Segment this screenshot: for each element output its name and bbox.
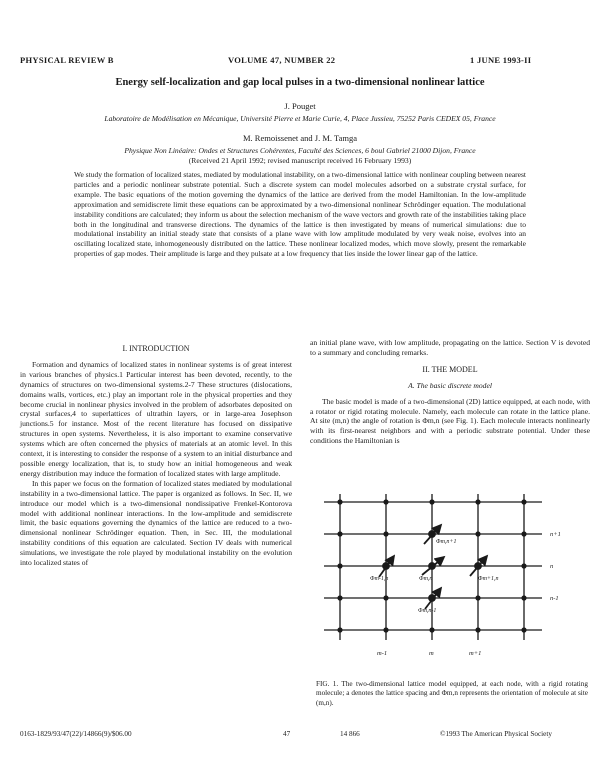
node-label: Φm+1,n [478, 576, 499, 582]
footer-volume: 47 [283, 730, 291, 738]
intro-continuation: an initial plane wave, with low amplitude, propagating on the lattice. Section V is devoted to a summary and concluding remarks. [310, 338, 590, 357]
affiliation-1: Laboratoire de Modélisation en Mécanique, Université Pierre et Marie Curie, 4, Place Jussieu, 75252 Paris CEDEX 05, France [104, 114, 496, 123]
footer-page: 14 866 [340, 730, 360, 738]
intro-paragraph-2: In this paper we focus on the formation of localized states mediated by modulational instability in a two-dimensional lattice. The paper is organized as follows. In Sec. II, we introduce our model which is a two-dimensional nondissipative Frenkel-Kontorova model with additional nonlinear interactions. In the low-amplitude and semidiscrete limit, the basic equations governing the dynamics of the lattice are reduced to a two-dimensional nonlinear Schrödinger equation. Then, in Sec. III, the modulational instability conditions of this equation are calculated. Section IV deals with numerical simulations, we investigate the role played by modulational instability on the evolution into localized states of [20, 478, 292, 568]
section-introduction-heading: I. INTRODUCTION [122, 344, 190, 353]
volume-number: VOLUME 47, NUMBER 22 [228, 55, 336, 65]
intro-paragraph-1: Formation and dynamics of localized states in nonlinear systems is of great interest in various branches of physics.1 Particular interest has been devoted, recently, to the dynamics of structures on two-dimensional systems.2-7 These structures (dislocations, domains walls, vortices, etc.) play an important role in the physical properties and they become crucial in nonlinear physics involved in the problem of adsorbates deposited on crystal surfaces,4 to superlattices of ultrathin layers, or in large-area Josephson junctions.5 for instance. Most of the recent literature has focused on dissipative structures in open systems. Nevertheless, it is also important to examine conservative systems which are often concerned the physics of materials at an atomic level. In this context, it is interesting to consider the response of a system to an initial disturbance and possible energy localization, that is, to study how an initial homogeneous and weak energy distribution may induce the formation of localized states with large amplitude. [20, 359, 292, 478]
left-column [20, 338, 292, 568]
figure-1-lattice [310, 492, 590, 674]
journal-name: PHYSICAL REVIEW B [20, 55, 114, 65]
column-label: m-1 [377, 650, 388, 657]
figure-1-caption: FIG. 1. The two-dimensional lattice model equipped, at each node, with a rigid rotating molecule; a denotes the lattice spacing and Φm,n represents the orientation of molecule at site (m,n). [316, 680, 588, 707]
affiliation-2: Physique Non Linéaire: Ondes et Structures Cohérentes, Faculté des Sciences, 6 boul Gabriel 21000 Dijon, France [124, 146, 476, 155]
received-date: (Received 21 April 1992; revised manuscript received 16 February 1993) [188, 156, 412, 165]
footer-copyright: ©1993 The American Physical Society [440, 730, 552, 738]
row-label: n [550, 563, 554, 570]
author-1: J. Pouget [284, 101, 316, 111]
right-column [310, 338, 590, 446]
footer-code: 0163-1829/93/47(22)/14866(9)/$06.00 [20, 730, 132, 738]
node-label: Φm,n+1 [436, 539, 457, 545]
column-label: m+1 [469, 650, 482, 657]
issue-date: 1 JUNE 1993-II [470, 55, 532, 65]
paper-title: Energy self-localization and gap local pulses in a two-dimensional nonlinear lattice [115, 77, 485, 88]
node-label: Φm,n [419, 576, 433, 582]
model-paragraph-1: The basic model is made of a two-dimensional (2D) lattice equipped, at each node, with a rotator or rigid rotating molecule. Namely, each molecule can rotate in the lattice plane. At site (m,n) the angle of rotation is Φm,n (see Fig. 1). Each molecule interacts nonlinearly with its first-nearest neighbors and with a periodic substrate potential. Under these conditions the Hamiltonian is [310, 396, 590, 446]
column-label: m [429, 650, 434, 657]
section-model-heading: II. THE MODEL [422, 364, 478, 374]
author-2: M. Remoissenet and J. M. Tamga [243, 133, 357, 143]
subsection-discrete-model-heading: A. The basic discrete model [408, 380, 492, 390]
abstract: We study the formation of localized states, mediated by modulational instability, on a two-dimensional lattice with nonlinear coupling between nearest particles and a periodic nonlinear substrate potential. Such a discrete system can model molecules adsorbed on a substrate crystal surface, for example. The basic equations of the motion governing the dynamics of the lattice are derived from the model Hamiltonian. In the low-amplitude approximation and semidiscrete limit these equations can be approximated by a two-dimensional nonlinear Schrödinger equation. The modulational instability conditions are calculated; they inform us about the selection mechanism of the wave vectors and growth rate of the instabilities taking place both in the longitudinal and transverse directions. The dynamics of the lattice is then investigated by means of numerical simulations: due to modulational instability an initial steady state that consists of a plane wave with low amplitude modulated by very weak noise, evolves into an oscillating localized state, inhomogeneously distributed on the lattice. These nonlinear localized modes, which move slowly, present the remarkable properties of gap modes. Their amplitude is large and they pulsate at a low frequency that lies inside the lower linear gap of the lattice. [74, 170, 526, 259]
row-label: n+1 [550, 531, 561, 538]
node-label: Φm-1,n [370, 576, 389, 582]
node-label: Φm,n-1 [418, 608, 437, 614]
molecule-arrows [379, 525, 487, 609]
row-label: n-1 [550, 595, 559, 602]
